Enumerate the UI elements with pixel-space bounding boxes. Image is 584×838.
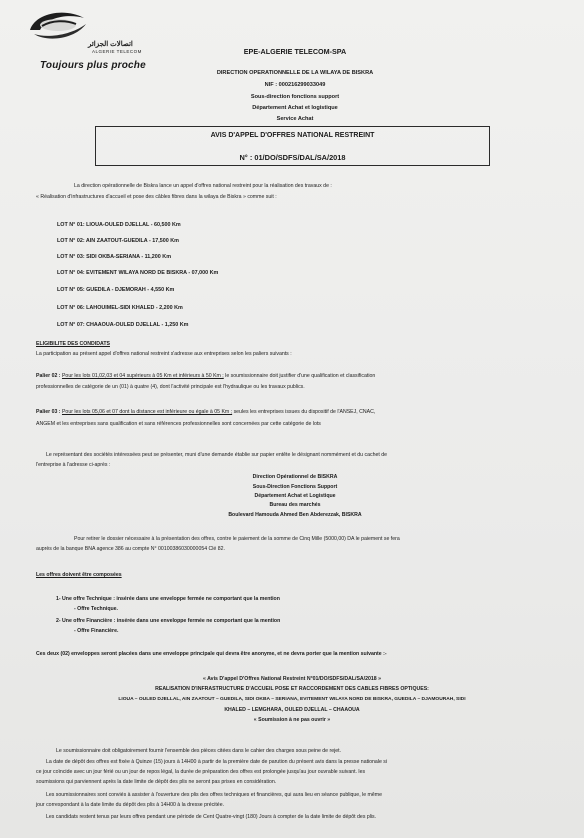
offer-technical-mention: - Offre Technique. (74, 606, 118, 612)
palier-3-label: Palier 03 : (36, 409, 61, 415)
sub-direction: Sous-direction fonctions support (250, 94, 340, 100)
address-line: Bureau des marchés (269, 502, 321, 508)
address-line: Département Achat et Logistique (254, 493, 336, 499)
mention-line: REALISATION D'INFRASTRUCTURE D'ACCUEIL POSE ET RACCORDEMENT DES CABLES FIBRES OPTIQUES: (155, 686, 429, 692)
logo-arabic-text: اتصالات الجزائر (88, 41, 133, 48)
lot-item: LOT N° 01: LIOUA-OULED DJELLAL - 60,500 Km (57, 222, 181, 228)
closing-paragraph: Le soumissionnaire doit obligatoirement fournir l'ensemble des pièces citées dans le cahier des charges sous peine de rejet. (56, 748, 342, 754)
eligibility-heading: ELIGIBILITE DES CONDIDATS (36, 341, 110, 347)
representative-line-1: Le représentant des sociétés intéressées peut se présenter, muni d'une demande établie sur papier entête le désignant nommément et du cachet de (46, 452, 387, 458)
closing-paragraph: jour correspondant à la date limite du dépôt des plis à 14H00 à la dresse précitée. (36, 802, 225, 808)
palier-3-line-2: ANGEM et les entreprises sans qualification et sans références professionnelles sont concernées par cette catégorie de lots (36, 421, 321, 427)
palier-2-label: Palier 02 : (36, 373, 61, 379)
address-line: Direction Opérationnel de BISKRA (252, 474, 338, 480)
palier-2-line-2: professionnelles de catégorie de un (01) à quatre (4), dont l'activité principale est l'hydraulique ou les travaux publics. (36, 384, 305, 390)
palier-3-line-1 (36, 409, 375, 417)
logo-english-text: ALGERIE TELECOM (92, 49, 142, 54)
address-line: Boulevard Hamouda Ahmed Ben Abderezzak, BISKRA (228, 512, 362, 518)
avis-title: AVIS D'APPEL D'OFFRES NATIONAL RESTREINT (210, 132, 375, 139)
lot-item: LOT N° 06: LAHOUIMEL-SIDI KHALED - 2,200 Km (57, 305, 183, 311)
palier-2-lots: Pour les lots 01,02,03 et 04 supérieurs à 05 Km et inférieurs à 50 Km ; (61, 373, 224, 379)
algerie-telecom-logo (26, 8, 156, 58)
lot-item: LOT N° 05: GUEDILA - DJEMORAH - 4,550 Km (57, 287, 175, 293)
lot-item: LOT N° 07: CHAAOUA-OULED DJELLAL - 1,250 Km (57, 322, 189, 328)
eligibility-line: La participation au présent appel d'offres national restreint s'adresse aux entreprises selon les paliers suivants : (36, 351, 292, 357)
department: Département Achat et logistique (252, 105, 338, 111)
palier-2-rest-1: le soumissionnaire doit justifier d'une qualification et classification (223, 373, 376, 379)
intro-line-1: La direction opérationnelle de Biskra lance un appel d'offres national restreint pour la réalisation des travaux de : (74, 183, 332, 189)
closing-paragraph: Les candidats restent tenus par leurs offres pendant une période de Cent Quatre-vingt (180) Jours à compter de la date limite de dépôt des plis. (46, 814, 377, 820)
offer-financial-mention: - Offre Financière. (74, 628, 119, 634)
envelopes-note: Ces deux (02) enveloppes seront placées dans une enveloppe principale qui devra être anonyme, et ne devra porter que la mention suivante :- (36, 651, 387, 657)
avis-number: N° : 01/DO/SDFS/DAL/SA/2018 (239, 153, 346, 162)
withdrawal-line-1: Pour retirer le dossier nécessaire à la présentation des offres, contre le paiement de la somme de Cinq Mille (5000,00) DA le paiement se fera (74, 536, 400, 542)
offer-technical: 1- Une offre Technique : insérée dans une enveloppe fermée ne comportant que la mention (56, 596, 280, 602)
mention-line: « Avis D'appel D'Offres National Restreint N°01/DO/SDFS/DAL/SA/2018 » (203, 676, 381, 682)
closing-paragraph: La date de dépôt des offres est fixée à Quinze (15) jours à 14H00 à partir de la première date de parution du présent avis dans la presse nationale si (46, 759, 388, 765)
closing-paragraph: Les soumissionnaires sont conviés à assister à l'ouverture des plis des offres techniques et financières, qui aura lieu en séance publique, le même (46, 792, 382, 798)
offers-heading: Les offres doivent être composées (36, 572, 122, 578)
tagline: Toujours plus proche (40, 60, 146, 71)
palier-3-rest-1: seules les entreprises issues du dispositif de l'ANSEJ, CNAC, (232, 409, 376, 415)
palier-2-line-1 (36, 373, 375, 381)
closing-paragraph: soumissions qui parviennent après la date limite de dépôt des plis ne seront pas prises en considération. (36, 779, 277, 785)
mention-line: KHALED – LEMGHARA, OULED DJELLAL – CHAAOUA (224, 707, 360, 713)
company-name: EPE-ALGERIE TELECOM-SPA (243, 47, 347, 56)
lot-item: LOT N° 04: EVITEMENT WILAYA NORD DE BISKRA - 07,000 Km (57, 270, 219, 276)
address-line: Sous-Direction Fonctions Support (252, 484, 338, 490)
avis-title-box (95, 126, 490, 166)
representative-line-2: l'entreprise à l'adresse ci-après : (36, 462, 111, 468)
palier-3-lots: Pour les lots 05,06 et 07 dont la distance est inférieure ou égale à 05 Km ; (61, 409, 233, 415)
lot-item: LOT N° 02: AIN ZAATOUT-GUEDILA - 17,500 Km (57, 238, 179, 244)
logo-swoosh-icon (26, 8, 90, 44)
offer-financial: 2- Une offre Financière : insérée dans une enveloppe fermée ne comportant que la mention (56, 618, 281, 624)
closing-paragraph: ce jour coïncide avec un jour férié ou un jour de repos légal, la durée de préparation des offres est prolongée jusqu'au jour ouvrable suivant. les (36, 769, 366, 775)
direction-name: DIRECTION OPERATIONNELLE DE LA WILAYA DE BISKRA (216, 70, 374, 76)
service: Service Achat (276, 116, 314, 122)
mention-line: « Soumission à ne pas ouvrir » (253, 717, 331, 723)
mention-line: LIOUA – OULED DJELLAL, AIN ZAATOUT – GUEDILA, SIDI OKBA – SERIANA, EVITEMENT WILAYA NORD DE BISKRA, GUEDILA – DJAMOURAH, SIDI (118, 697, 466, 702)
nif-number: NIF : 000216299033049 (264, 82, 326, 88)
withdrawal-line-2: auprès de la banque BNA agence 386 au compte N° 00100386030000054 Clé 82. (36, 546, 225, 552)
lot-item: LOT N° 03: SIDI OKBA-SERIANA - 11,200 Km (57, 254, 171, 260)
intro-line-2: « Réalisation d'infrastructures d'accueil et pose des câbles fibres dans la wilaya de Biskra » comme suit : (36, 194, 277, 200)
